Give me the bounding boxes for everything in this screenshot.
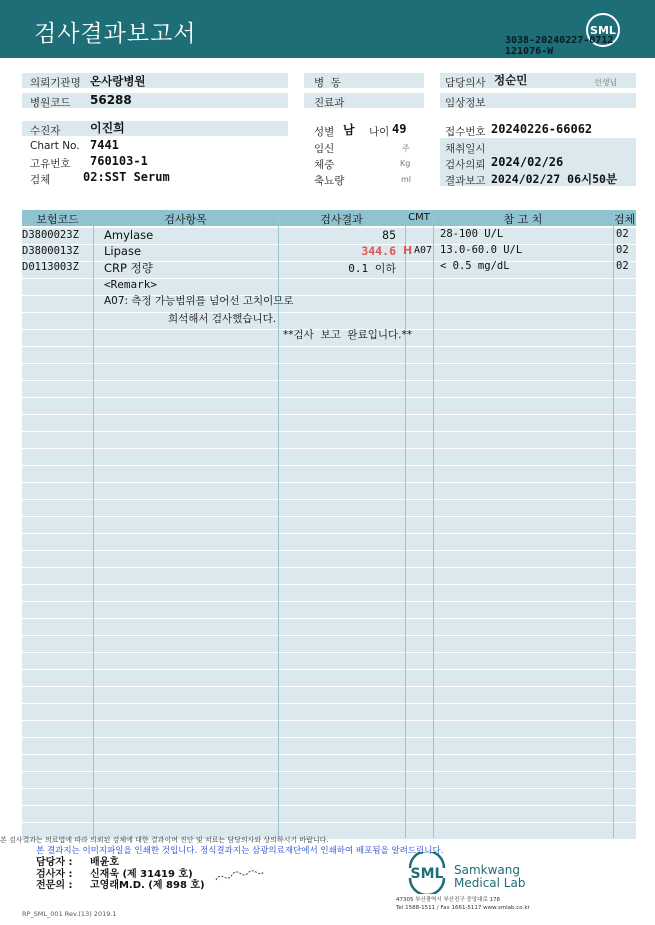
table-row-stripe: [22, 789, 636, 805]
sex-label: 성별: [314, 126, 335, 138]
column-header-reference: 참 고 치: [503, 213, 543, 226]
table-row-stripe: [22, 704, 636, 720]
hospital-label: 의뢰기관명: [30, 77, 81, 89]
table-row-stripe: [22, 517, 636, 533]
pregnancy-label: 임신: [314, 143, 335, 155]
pregnancy-unit: 주: [402, 144, 410, 153]
brand-line2: Medical Lab: [454, 876, 526, 890]
table-row-stripe: [22, 806, 636, 822]
patient-value: 이진희: [90, 121, 125, 135]
table-row-stripe: [22, 568, 636, 584]
completion-notice: **검사 보고 완료입니다.**: [283, 329, 412, 341]
age-label: 나이: [369, 126, 390, 138]
table-row-stripe: [22, 432, 636, 448]
clinical-label: 임상정보: [445, 97, 486, 109]
chart-label: Chart No.: [30, 140, 80, 152]
examiner-value: 신재욱 (제 31419 호): [90, 869, 193, 880]
column-divider: [613, 210, 614, 838]
row-reference: < 0.5 mg/dL: [440, 260, 510, 272]
hospital-code-value: 56288: [90, 93, 132, 107]
brand-logo-icon: [404, 852, 450, 894]
form-code: RP_SML_001 Rev.(13) 2019.1: [22, 910, 117, 918]
table-row-stripe: [22, 670, 636, 686]
specimen-value: 02:SST Serum: [83, 170, 170, 184]
address: 47305 부산광역시 부산진구 중앙대로 178: [396, 897, 501, 903]
brand-line1: Samkwang: [454, 863, 520, 877]
row-specimen: 02: [616, 228, 629, 240]
age-value: 49: [392, 122, 407, 136]
collect-label: 채취일시: [445, 143, 486, 155]
table-row-stripe: [22, 500, 636, 516]
specialist-value: 고영래M.D. (제 898 호): [90, 880, 205, 891]
column-header-result: 검사결과: [320, 213, 363, 226]
row-item: Amylase: [104, 228, 154, 242]
remark-title: <Remark>: [104, 278, 157, 291]
id-value: 760103-1: [90, 154, 148, 168]
report-title: 검사결과보고서: [34, 21, 197, 47]
column-divider: [93, 210, 94, 838]
chart-value: 7441: [90, 138, 119, 152]
receipt-label: 접수번호: [445, 126, 486, 138]
row-code: D3800013Z: [22, 245, 79, 257]
table-row-stripe: [22, 687, 636, 703]
doctor-value: 정순민: [494, 73, 528, 87]
row-result: 0.1 이하: [348, 262, 396, 275]
table-row-stripe: [22, 381, 636, 397]
row-cmt: A07: [414, 245, 433, 256]
reception-label: 담당자 :: [36, 857, 73, 868]
row-code: D0113003Z: [22, 261, 79, 273]
sex-value: 남: [343, 123, 355, 137]
specimen-label: 검체: [30, 174, 51, 186]
urine-label: 축뇨량: [314, 175, 345, 187]
row-item: CRP 정량: [104, 261, 153, 275]
row-code: D3800023Z: [22, 229, 79, 241]
request-value: 2024/02/26: [491, 155, 564, 169]
table-row-stripe: [22, 653, 636, 669]
dept-label: 진료과: [314, 97, 345, 109]
table-row-stripe: [22, 466, 636, 482]
table-row-stripe: [22, 483, 636, 499]
ward-label: 병 동: [314, 77, 341, 89]
column-header-specimen: 검체: [613, 213, 636, 226]
row-reference: 28-100 U/L: [440, 228, 504, 240]
table-row-stripe: [22, 738, 636, 754]
hospital-value: 온사랑병원: [90, 74, 146, 88]
id-label: 고유번호: [30, 158, 71, 170]
weight-label: 체중: [314, 159, 335, 171]
logo-text: SML: [590, 24, 616, 37]
row-flag-high: H: [403, 244, 413, 257]
contact: Tel 1588-1511 / Fax 1661-5117 www.smlab.co.kr: [396, 905, 530, 911]
document-number-line2: 121076-W: [505, 46, 554, 57]
column-divider: [433, 210, 434, 838]
table-row-stripe: [22, 585, 636, 601]
urine-unit: ml: [401, 175, 412, 184]
doctor-label: 담당의사: [445, 77, 486, 89]
band: [22, 121, 288, 136]
column-header-code: 보험코드: [36, 213, 79, 226]
table-row-stripe: [22, 602, 636, 618]
image-notice: 본 결과지는 이미지파일을 인쇄한 것입니다. 정식결과지는 삼광의료재단에서 인쇄하여 배포됨을 알려드립니다.: [36, 846, 444, 856]
table-row-stripe: [22, 449, 636, 465]
remark-line: A07: 측정 가능범위를 넘어선 고치이므로: [104, 295, 294, 307]
remark-line: 희석해서 검사했습니다.: [168, 313, 277, 325]
request-label: 검사의뢰: [445, 159, 486, 171]
column-divider: [405, 210, 406, 838]
table-row-stripe: [22, 415, 636, 431]
document-number-line1: 3038-20240227-0712: [505, 35, 614, 46]
column-header-cmt: CMT: [408, 212, 430, 223]
brand-logo-text: SML: [410, 866, 444, 882]
table-row-stripe: [22, 755, 636, 771]
weight-unit: Kg: [400, 159, 411, 168]
table-row-stripe: [22, 636, 636, 652]
row-specimen: 02: [616, 260, 629, 272]
table-row-stripe: [22, 619, 636, 635]
table-row-stripe: [22, 534, 636, 550]
reception-value: 배윤호: [90, 857, 119, 868]
table-row-stripe: [22, 364, 636, 380]
table-row-stripe: [22, 398, 636, 414]
row-result: 85: [382, 228, 396, 242]
table-row-stripe: [22, 551, 636, 567]
table-row-stripe: [22, 347, 636, 363]
row-reference: 13.0-60.0 U/L: [440, 244, 523, 256]
brand-name: [454, 864, 525, 890]
examiner-label: 검사자 :: [36, 869, 73, 880]
receipt-value: 20240226-66062: [491, 122, 593, 136]
signature-icon: [214, 866, 266, 886]
fine-print: 본 검사결과는 의료법에 따라 의뢰된 검체에 대한 결과이며 진단 및 치료는 담당의사와 상의하시기 바랍니다.: [0, 836, 329, 844]
hospital-code-label: 병원코드: [30, 97, 71, 109]
row-item: Lipase: [104, 244, 142, 258]
specialist-label: 전문의 :: [36, 880, 73, 891]
document-number: [505, 35, 613, 57]
patient-label: 수진자: [30, 125, 61, 137]
row-result-high: 344.6: [361, 244, 396, 258]
table-row-stripe: [22, 721, 636, 737]
doctor-suffix: 선생님: [594, 78, 618, 87]
report-value: 2024/02/27 06시50분: [491, 172, 618, 186]
row-specimen: 02: [616, 244, 629, 256]
report-label: 결과보고: [445, 175, 486, 187]
table-row-stripe: [22, 772, 636, 788]
column-header-item: 검사항목: [164, 213, 207, 226]
